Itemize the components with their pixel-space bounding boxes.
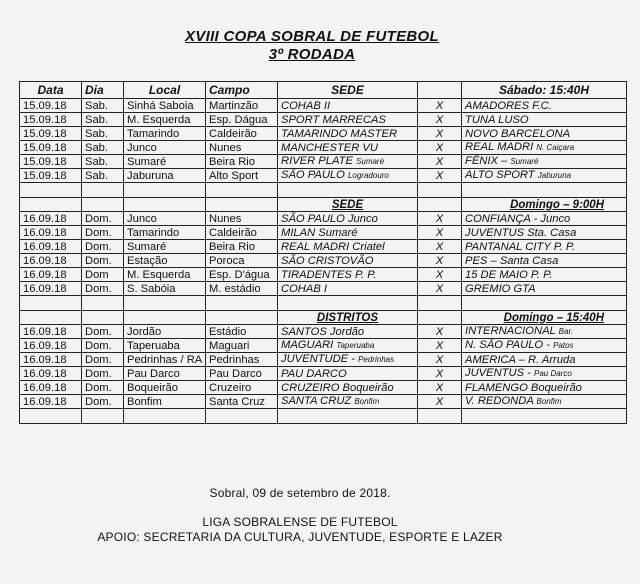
spacer-row: [20, 183, 627, 198]
match-field: Esp. Dágua: [206, 113, 278, 127]
header-dia: Dia: [82, 82, 124, 99]
away-team-name: ALTO SPORT: [465, 169, 535, 181]
away-team: [462, 339, 627, 353]
match-date: 16.09.18: [20, 367, 82, 381]
empty-cell: [462, 296, 627, 311]
support-line: APOIO: SECRETARIA DA CULTURA, JUVENTUDE, ESPORTE E LAZER: [97, 530, 503, 544]
away-team-name: NOVO BARCELONA: [465, 127, 571, 140]
away-team: [462, 113, 627, 127]
away-team-name: INTERNACIONAL: [465, 325, 556, 337]
match-local: M. Esquerda: [124, 113, 206, 127]
away-team-name: N. SÃO PAULO -: [465, 339, 550, 351]
empty-cell: [418, 198, 462, 212]
match-field: Maguari: [206, 339, 278, 353]
spacer-row: [20, 296, 627, 311]
match-field: Pau Darco: [206, 367, 278, 381]
match-date: 15.09.18: [20, 169, 82, 183]
match-local: Pau Darco: [124, 367, 206, 381]
away-team: [462, 268, 627, 282]
away-team-name: AMERICA – R. Arruda: [465, 353, 576, 366]
home-team: [278, 353, 418, 367]
away-team: [462, 325, 627, 339]
match-row: [20, 226, 627, 240]
home-team: [278, 254, 418, 268]
home-team-name: PAU DARCO: [281, 367, 347, 380]
match-local: S. Sabóia: [124, 282, 206, 296]
match-field: Poroca: [206, 254, 278, 268]
match-local: Sinhá Saboia: [124, 99, 206, 113]
match-date: 16.09.18: [20, 339, 82, 353]
match-field: Caldeirão: [206, 226, 278, 240]
home-team: [278, 339, 418, 353]
home-team: [278, 127, 418, 141]
empty-cell: [82, 183, 124, 198]
versus-mark: X: [418, 353, 462, 367]
empty-cell: [278, 296, 418, 311]
match-field: M. estádio: [206, 282, 278, 296]
home-team-name: SÃO PAULO Junco: [281, 212, 378, 225]
away-team: [462, 155, 627, 169]
away-team-name: GREMIO GTA: [465, 282, 536, 295]
match-date: 16.09.18: [20, 254, 82, 268]
home-team-name: JUVENTUDE -: [281, 353, 355, 365]
empty-cell: [206, 296, 278, 311]
away-team: [462, 141, 627, 155]
away-team-locality: Bar.: [558, 327, 574, 336]
match-row: [20, 282, 627, 296]
match-local: Sumaré: [124, 155, 206, 169]
empty-cell: [206, 311, 278, 325]
home-team-name: SÃO CRISTOVÃO: [281, 254, 374, 267]
section-header-row: [20, 311, 627, 325]
match-date: 16.09.18: [20, 212, 82, 226]
home-team: [278, 226, 418, 240]
match-day: Dom.: [82, 395, 124, 409]
empty-cell: [82, 409, 124, 424]
empty-cell: [20, 409, 82, 424]
versus-mark: X: [418, 254, 462, 268]
empty-cell: [206, 198, 278, 212]
versus-mark: X: [418, 113, 462, 127]
home-team: [278, 240, 418, 254]
match-row: [20, 325, 627, 339]
header-local: Local: [124, 82, 206, 99]
match-row: [20, 395, 627, 409]
match-field: Cruzeiro: [206, 381, 278, 395]
empty-cell: [82, 296, 124, 311]
match-day: Sab.: [82, 127, 124, 141]
away-team: [462, 212, 627, 226]
match-row: [20, 339, 627, 353]
empty-cell: [124, 183, 206, 198]
away-team-locality: Bonfim: [536, 397, 562, 406]
empty-cell: [20, 198, 82, 212]
home-team-locality: Sumaré: [356, 157, 385, 166]
header-x: [418, 82, 462, 99]
match-row: [20, 113, 627, 127]
match-field: Caldeirão: [206, 127, 278, 141]
section-header-row: [20, 198, 627, 212]
header-data: Data: [20, 82, 82, 99]
empty-cell: [278, 183, 418, 198]
match-day: Sab.: [82, 113, 124, 127]
schedule-body: [20, 99, 627, 424]
match-date: 15.09.18: [20, 141, 82, 155]
home-team-name: MANCHESTER VU: [281, 141, 378, 154]
home-team-locality: Pedrinhas: [358, 355, 395, 364]
match-field: Beira Rio: [206, 240, 278, 254]
versus-mark: X: [418, 226, 462, 240]
match-local: Junco: [124, 212, 206, 226]
section-time: Domingo – 15:40H: [462, 311, 627, 325]
match-local: Estação: [124, 254, 206, 268]
match-date: 16.09.18: [20, 226, 82, 240]
home-team-name: REAL MADRI Criatel: [281, 240, 385, 253]
match-field: Esp. D'água: [206, 268, 278, 282]
round-subtitle: 3º RODADA: [268, 46, 356, 63]
match-day: Dom.: [82, 325, 124, 339]
match-field: Beira Rio: [206, 155, 278, 169]
home-team-name: TAMARINDO MASTER: [281, 127, 398, 140]
match-field: Santa Cruz: [206, 395, 278, 409]
match-day: Dom.: [82, 282, 124, 296]
match-row: [20, 99, 627, 113]
match-row: [20, 367, 627, 381]
match-day: Dom: [82, 268, 124, 282]
match-day: Sab.: [82, 99, 124, 113]
match-date: 16.09.18: [20, 353, 82, 367]
header-sede: SEDE: [278, 82, 418, 99]
empty-cell: [124, 409, 206, 424]
home-team: [278, 99, 418, 113]
home-team-name: RIVER PLATE: [281, 155, 353, 167]
match-local: Tamarindo: [124, 226, 206, 240]
versus-mark: X: [418, 212, 462, 226]
home-team-locality: Logradouro: [347, 171, 389, 180]
match-local: Taperuaba: [124, 339, 206, 353]
header-campo: Campo: [206, 82, 278, 99]
match-row: [20, 169, 627, 183]
away-team-name: PANTANAL CITY P. P.: [465, 240, 576, 253]
match-local: Pedrinhas / RA: [124, 353, 206, 367]
away-team: [462, 395, 627, 409]
match-day: Dom.: [82, 339, 124, 353]
versus-mark: X: [418, 155, 462, 169]
home-team-name: COHAB II: [281, 99, 331, 112]
match-local: M. Esquerda: [124, 268, 206, 282]
match-field: Pedrinhas: [206, 353, 278, 367]
versus-mark: X: [418, 99, 462, 113]
home-team-name: CRUZEIRO Boqueirão: [281, 381, 394, 394]
match-date: 16.09.18: [20, 381, 82, 395]
match-date: 16.09.18: [20, 325, 82, 339]
empty-cell: [20, 311, 82, 325]
home-team-name: SANTA CRUZ: [281, 395, 352, 407]
match-row: [20, 141, 627, 155]
header-row: [20, 82, 627, 99]
match-field: Martinzão: [206, 99, 278, 113]
league-name: LIGA SOBRALENSE DE FUTEBOL: [202, 515, 398, 529]
away-team-locality: Jaburuna: [537, 171, 572, 180]
match-day: Dom.: [82, 240, 124, 254]
match-local: Jordão: [124, 325, 206, 339]
away-team: [462, 169, 627, 183]
empty-cell: [20, 296, 82, 311]
match-row: [20, 212, 627, 226]
versus-mark: X: [418, 240, 462, 254]
empty-cell: [418, 183, 462, 198]
match-field: Nunes: [206, 141, 278, 155]
empty-cell: [418, 409, 462, 424]
away-team-name: FÊNIX –: [465, 155, 508, 167]
match-local: Tamarindo: [124, 127, 206, 141]
empty-cell: [206, 409, 278, 424]
match-row: [20, 353, 627, 367]
away-team: [462, 99, 627, 113]
away-team-locality: Sumaré: [510, 157, 539, 166]
empty-cell: [418, 296, 462, 311]
home-team-name: TIRADENTES P. P.: [281, 268, 377, 281]
away-team-name: JUVENTUS -: [465, 367, 531, 379]
match-row: [20, 127, 627, 141]
match-date: 16.09.18: [20, 282, 82, 296]
match-day: Sab.: [82, 169, 124, 183]
versus-mark: X: [418, 339, 462, 353]
match-row: [20, 155, 627, 169]
spacer-row: [20, 409, 627, 424]
home-team: [278, 381, 418, 395]
versus-mark: X: [418, 325, 462, 339]
match-day: Dom.: [82, 212, 124, 226]
away-team-name: V. REDONDA: [465, 395, 534, 407]
match-local: Bonfim: [124, 395, 206, 409]
versus-mark: X: [418, 141, 462, 155]
empty-cell: [462, 409, 627, 424]
away-team-name: TUNA LUSO: [465, 113, 529, 126]
away-team-name: REAL MADRI: [465, 141, 534, 153]
empty-cell: [206, 183, 278, 198]
versus-mark: X: [418, 367, 462, 381]
empty-cell: [20, 183, 82, 198]
home-team-name: MILAN Sumaré: [281, 226, 358, 239]
away-team-name: PES – Santa Casa: [465, 254, 559, 267]
match-date: 15.09.18: [20, 155, 82, 169]
match-day: Dom.: [82, 381, 124, 395]
match-date: 15.09.18: [20, 113, 82, 127]
header-time: Sábado: 15:40H: [462, 82, 627, 99]
match-date: 15.09.18: [20, 99, 82, 113]
empty-cell: [418, 311, 462, 325]
home-team-locality: Bonfim: [354, 397, 380, 406]
versus-mark: X: [418, 268, 462, 282]
match-day: Dom.: [82, 254, 124, 268]
home-team: [278, 268, 418, 282]
section-label: SEDE: [278, 198, 418, 212]
match-row: [20, 268, 627, 282]
away-team: [462, 254, 627, 268]
versus-mark: X: [418, 169, 462, 183]
home-team: [278, 113, 418, 127]
document-title: XVIII COPA SOBRAL DE FUTEBOL: [185, 28, 439, 45]
home-team: [278, 212, 418, 226]
match-local: Sumaré: [124, 240, 206, 254]
away-team-name: AMADORES F.C.: [465, 99, 552, 112]
away-team: [462, 240, 627, 254]
away-team: [462, 381, 627, 395]
home-team-name: SANTOS Jordão: [281, 325, 365, 338]
versus-mark: X: [418, 282, 462, 296]
section-label: DISTRITOS: [278, 311, 418, 325]
match-local: Jaburuna: [124, 169, 206, 183]
home-team: [278, 169, 418, 183]
section-time: Domingo – 9:00H: [462, 198, 627, 212]
place-date: Sobral, 09 de setembro de 2018.: [209, 486, 391, 500]
away-team: [462, 282, 627, 296]
away-team-locality: Pau Darco: [534, 369, 572, 378]
home-team-name: SÃO PAULO: [281, 169, 345, 181]
versus-mark: X: [418, 127, 462, 141]
empty-cell: [124, 198, 206, 212]
home-team-name: MAGUARI: [281, 339, 334, 351]
away-team-name: 15 DE MAIO P. P.: [465, 268, 553, 281]
schedule-table: [19, 81, 627, 424]
away-team-locality: Patos: [553, 341, 574, 350]
empty-cell: [82, 311, 124, 325]
away-team-name: CONFIANÇA - Junco: [465, 212, 571, 225]
match-date: 16.09.18: [20, 268, 82, 282]
home-team: [278, 325, 418, 339]
away-team: [462, 226, 627, 240]
versus-mark: X: [418, 395, 462, 409]
home-team-name: SPORT MARRECAS: [281, 113, 386, 126]
match-row: [20, 254, 627, 268]
empty-cell: [82, 198, 124, 212]
match-day: Sab.: [82, 155, 124, 169]
empty-cell: [124, 296, 206, 311]
match-local: Junco: [124, 141, 206, 155]
away-team-name: JUVENTUS Sta. Casa: [465, 226, 577, 239]
empty-cell: [124, 311, 206, 325]
match-field: Estádio: [206, 325, 278, 339]
empty-cell: [462, 183, 627, 198]
home-team: [278, 155, 418, 169]
match-row: [20, 240, 627, 254]
home-team-locality: Taperuaba: [336, 341, 375, 350]
away-team: [462, 367, 627, 381]
match-day: Dom.: [82, 226, 124, 240]
match-day: Dom.: [82, 353, 124, 367]
home-team: [278, 367, 418, 381]
away-team: [462, 353, 627, 367]
away-team: [462, 127, 627, 141]
versus-mark: X: [418, 381, 462, 395]
away-team-name: FLAMENGO Boqueirão: [465, 381, 582, 394]
home-team: [278, 282, 418, 296]
empty-cell: [278, 409, 418, 424]
match-date: 16.09.18: [20, 240, 82, 254]
home-team: [278, 395, 418, 409]
away-team-locality: N. Caiçara: [536, 143, 575, 152]
match-day: Dom.: [82, 367, 124, 381]
match-field: Alto Sport: [206, 169, 278, 183]
match-row: [20, 381, 627, 395]
match-date: 15.09.18: [20, 127, 82, 141]
home-team-name: COHAB I: [281, 282, 328, 295]
match-field: Nunes: [206, 212, 278, 226]
match-day: Sab.: [82, 141, 124, 155]
home-team: [278, 141, 418, 155]
match-local: Boqueirão: [124, 381, 206, 395]
match-date: 16.09.18: [20, 395, 82, 409]
